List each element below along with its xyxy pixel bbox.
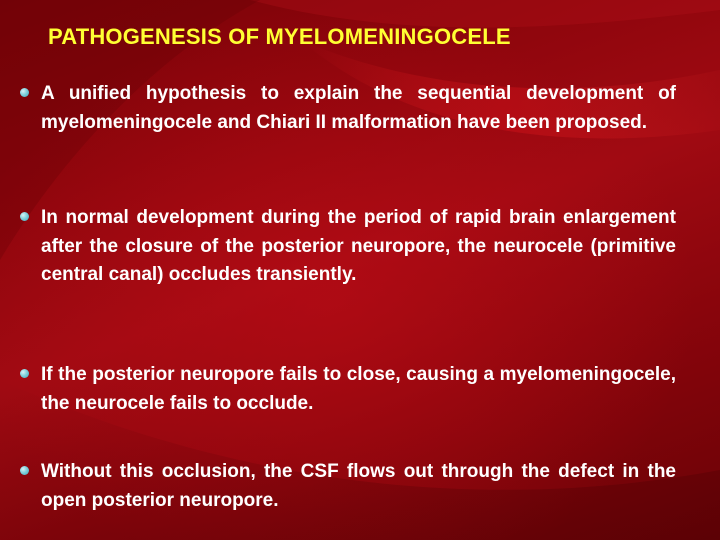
bullet-dot-icon	[20, 212, 29, 221]
bullet-dot-icon	[20, 369, 29, 378]
bullet-text: If the posterior neuropore fails to close, causing a myelomeningocele, the neurocele fails to occlude.	[41, 364, 676, 414]
bullet-text: A unified hypothesis to explain the sequential development of myelomeningocele and Chiari II malformation have been proposed.	[41, 83, 676, 133]
bullet-dot-icon	[20, 88, 29, 97]
bullet-item	[20, 361, 676, 418]
slide-title: PATHOGENESIS OF MYELOMENINGOCELE	[48, 24, 511, 49]
bullet-item	[20, 80, 676, 137]
bullet-item	[20, 458, 676, 515]
bullet-text: Without this occlusion, the CSF flows out through the defect in the open posterior neuropore.	[41, 461, 676, 511]
bullet-item	[20, 204, 676, 290]
bullet-text: In normal development during the period of rapid brain enlargement after the closure of the posterior neuropore, the neurocele (primitive central canal) occludes transiently.	[41, 207, 676, 285]
bullet-dot-icon	[20, 466, 29, 475]
